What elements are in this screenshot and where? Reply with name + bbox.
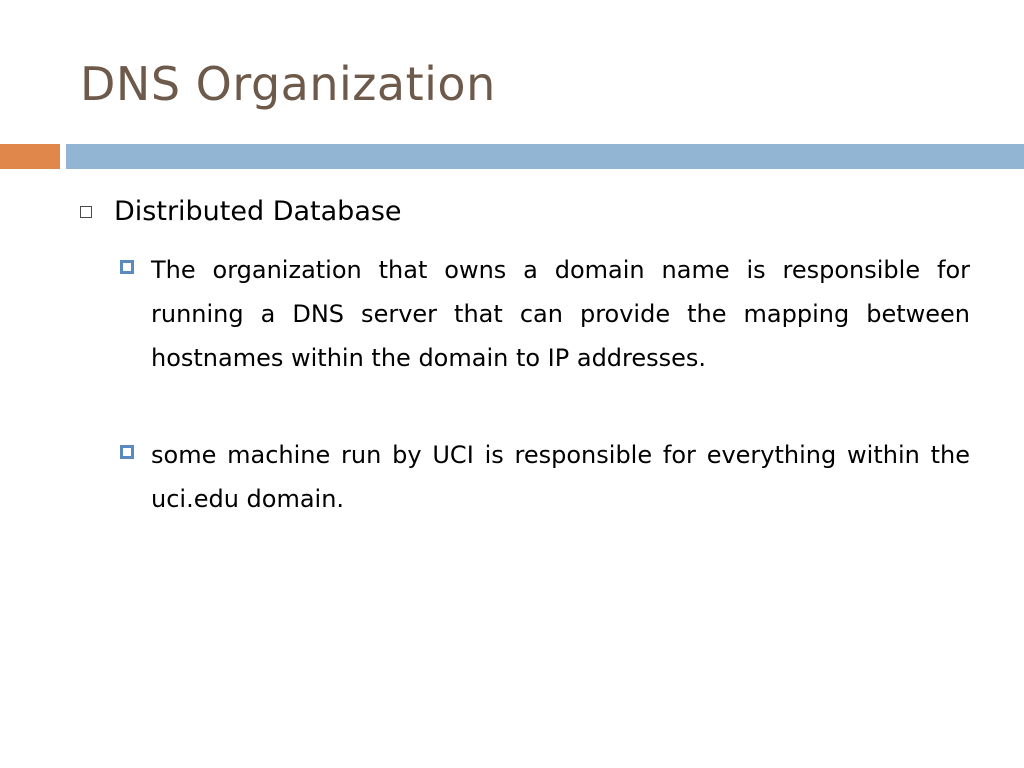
slide-title: DNS Organization	[80, 57, 496, 111]
bullet-text: Distributed Database	[114, 196, 402, 227]
sub-bullet-text: The organization that owns a domain name is responsible for running a DNS server that can provide the mapping between hostnames within the domain to IP addresses.	[151, 256, 970, 372]
blue-square-bullet-icon	[120, 260, 134, 274]
sub-bullet-text: some machine run by UCI is responsible for everything within the uci.edu domain.	[151, 441, 970, 513]
sub-bullet-dns-responsibility	[120, 248, 970, 380]
blue-square-bullet-icon	[120, 445, 134, 459]
bullet-distributed-database	[80, 193, 980, 231]
sub-bullet-uci-example	[120, 433, 970, 521]
hollow-square-bullet-icon	[80, 206, 92, 218]
